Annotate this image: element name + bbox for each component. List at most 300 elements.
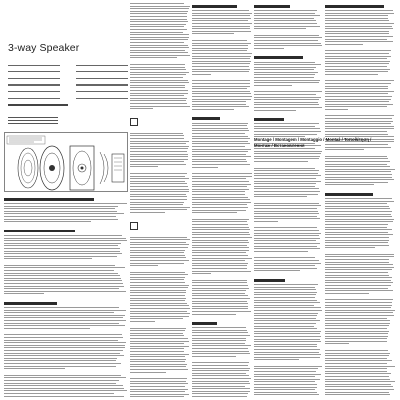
text-line (130, 305, 189, 306)
text-line (130, 209, 187, 210)
text-line (192, 212, 237, 213)
text-line (192, 224, 248, 225)
section-heading (254, 5, 290, 8)
text-line (325, 371, 387, 372)
text-line (4, 245, 118, 246)
text-line (254, 13, 315, 14)
section-heading (325, 193, 373, 196)
text-line (192, 258, 252, 259)
text-line (192, 345, 251, 346)
text-line (4, 350, 123, 351)
text-line (325, 269, 392, 270)
text-line (4, 342, 126, 343)
text-line (130, 21, 188, 22)
text-line (4, 363, 121, 364)
text-line (254, 246, 317, 247)
text-line (4, 323, 119, 324)
text-line (4, 258, 92, 259)
text-line (192, 45, 248, 46)
text-line (325, 394, 390, 395)
text-line (254, 289, 316, 290)
text-column-2 (130, 3, 190, 397)
text-line (192, 252, 246, 253)
text-line (130, 298, 186, 299)
text-line (130, 356, 185, 357)
text-line (254, 153, 321, 154)
text-line (4, 375, 121, 376)
text-line (254, 80, 320, 81)
text-line (325, 61, 390, 62)
text-line (325, 285, 391, 286)
text-line (254, 336, 321, 337)
text-line (130, 242, 186, 243)
text-line (4, 310, 126, 311)
text-line (325, 336, 388, 337)
text-line (192, 260, 245, 261)
section-heading (4, 302, 57, 305)
language-row (8, 75, 128, 82)
text-line (4, 243, 121, 244)
text-line (325, 307, 391, 308)
text-line (130, 8, 189, 9)
text-line (192, 173, 252, 174)
text-line (192, 43, 251, 44)
text-line (130, 57, 177, 58)
text-line (325, 277, 392, 278)
section-heading (192, 322, 217, 325)
text-line (325, 44, 363, 45)
text-line (4, 240, 127, 241)
text-line (192, 63, 250, 64)
text-line (4, 320, 126, 321)
text-line (192, 280, 247, 281)
text-line (130, 34, 189, 35)
text-line (130, 316, 189, 317)
text-line (325, 83, 391, 84)
text-line (130, 386, 185, 387)
text-line (325, 53, 389, 54)
text-line (4, 270, 114, 271)
text-line (254, 302, 320, 303)
text-line (4, 360, 116, 361)
text-line (130, 108, 153, 109)
text-line (4, 235, 122, 236)
text-line (130, 52, 188, 53)
language-row (8, 88, 128, 95)
text-line (192, 138, 250, 139)
text-line (130, 82, 189, 83)
language-list (8, 62, 128, 102)
text-line (254, 104, 319, 105)
text-line (325, 50, 391, 51)
text-line (192, 298, 250, 299)
text-line (4, 388, 124, 389)
warning-icon (130, 118, 138, 126)
text-line (130, 272, 185, 273)
text-line (325, 96, 392, 97)
text-line (254, 69, 314, 70)
text-line (254, 64, 321, 65)
text-line (254, 74, 315, 75)
text-line (254, 371, 316, 372)
text-line (325, 264, 393, 265)
text-line (192, 227, 249, 228)
text-line (325, 174, 392, 175)
text-line (325, 88, 388, 89)
text-line (192, 370, 249, 371)
text-line (192, 240, 248, 241)
text-line (254, 379, 320, 380)
text-line (4, 390, 127, 391)
text-line (192, 80, 250, 81)
cover-lower-text (4, 196, 128, 397)
installation-heading (254, 137, 394, 148)
text-line (130, 176, 185, 177)
text-line (192, 191, 245, 192)
text-line (254, 221, 278, 222)
installation-heading-line: Montage / Montagem / Montaggio / Montaż / Τοποθέτηση / (254, 137, 372, 142)
text-line (325, 177, 392, 178)
text-line (192, 353, 250, 354)
text-line (4, 216, 116, 217)
text-line (4, 358, 117, 359)
text-line (254, 173, 318, 174)
text-line (4, 278, 121, 279)
text-line (325, 198, 392, 199)
text-line (325, 13, 394, 14)
text-line (254, 374, 321, 375)
text-line (130, 161, 184, 162)
text-line (130, 333, 183, 334)
text-line (192, 96, 252, 97)
text-line (130, 55, 190, 56)
text-line (130, 151, 187, 152)
text-line (254, 349, 320, 350)
text-line (325, 203, 387, 204)
text-line (325, 118, 392, 119)
text-line (192, 301, 247, 302)
text-line (192, 146, 245, 147)
text-line (192, 74, 211, 75)
text-line (254, 331, 321, 332)
text-line (130, 90, 188, 91)
text-line (192, 383, 250, 384)
address-block (8, 117, 58, 125)
text-line (325, 58, 387, 59)
text-line (192, 219, 249, 220)
text-line (192, 232, 249, 233)
text-line (130, 244, 189, 245)
text-line (192, 268, 247, 269)
text-line (4, 286, 124, 287)
text-line (192, 362, 249, 363)
text-line (192, 311, 251, 312)
text-line (325, 169, 395, 170)
text-line (254, 354, 321, 355)
text-line (130, 50, 185, 51)
text-line (325, 282, 393, 283)
text-line (325, 358, 387, 359)
text-line (4, 312, 114, 313)
text-line (4, 291, 126, 292)
text-line (325, 312, 393, 313)
text-line (325, 106, 387, 107)
text-line (254, 352, 319, 353)
text-line (192, 91, 250, 92)
text-line (254, 85, 292, 86)
text-line (130, 346, 189, 347)
text-line (325, 149, 364, 150)
text-line (254, 270, 300, 271)
text-line (254, 357, 320, 358)
text-line (325, 320, 390, 321)
text-line (192, 48, 248, 49)
text-line (325, 310, 395, 311)
text-line (325, 224, 388, 225)
text-line (254, 216, 317, 217)
text-line (254, 381, 315, 382)
text-line (325, 158, 388, 159)
text-line (192, 237, 252, 238)
text-line (192, 306, 248, 307)
text-line (254, 134, 317, 135)
text-line (192, 285, 248, 286)
text-line (254, 292, 317, 293)
text-line (325, 123, 391, 124)
language-row (8, 82, 128, 89)
text-line (254, 333, 320, 334)
text-line (254, 20, 316, 21)
text-line (254, 387, 317, 388)
text-line (4, 219, 118, 220)
text-line (192, 10, 249, 11)
text-line (192, 167, 218, 168)
text-line (192, 130, 249, 131)
text-line (254, 233, 321, 234)
text-line (192, 15, 250, 16)
text-line (130, 146, 189, 147)
text-line (192, 40, 247, 41)
text-line (130, 391, 185, 392)
text-line (325, 109, 348, 110)
text-line (254, 40, 318, 41)
text-line (130, 87, 185, 88)
text-line (254, 297, 315, 298)
text-line (325, 184, 374, 185)
text-line (130, 212, 165, 213)
text-line (130, 381, 186, 382)
text-line (192, 265, 247, 266)
text-line (130, 338, 188, 339)
text-line (130, 255, 185, 256)
text-line (130, 173, 187, 174)
text-line (254, 344, 317, 345)
text-line (4, 265, 115, 266)
text-line (254, 205, 321, 206)
text-line (192, 31, 251, 32)
text-line (254, 384, 317, 385)
text-line (192, 314, 236, 315)
text-line (325, 343, 349, 344)
text-line (254, 91, 322, 92)
text-line (4, 256, 117, 257)
text-line (325, 219, 394, 220)
text-line (325, 373, 391, 374)
text-line (325, 31, 389, 32)
text-line (192, 156, 251, 157)
text-line (4, 393, 114, 394)
text-line (254, 346, 317, 347)
text-line (192, 242, 249, 243)
text-line (4, 337, 123, 338)
text-line (325, 93, 388, 94)
text-line (4, 380, 119, 381)
text-line (325, 267, 394, 268)
text-line (254, 37, 322, 38)
text-line (325, 101, 389, 102)
text-line (325, 166, 390, 167)
text-line (254, 151, 322, 152)
text-line (254, 196, 307, 197)
text-line (192, 199, 250, 200)
text-line (192, 69, 250, 70)
text-line (192, 368, 250, 369)
text-line (4, 317, 123, 318)
text-line (130, 181, 185, 182)
text-line (4, 275, 120, 276)
text-line (130, 378, 187, 379)
text-line (254, 265, 315, 266)
text-line (325, 99, 391, 100)
text-line (254, 260, 319, 261)
text-line (4, 251, 120, 252)
text-line (254, 82, 319, 83)
text-line (192, 271, 251, 272)
text-line (130, 67, 185, 68)
text-line (130, 330, 185, 331)
text-line (192, 293, 245, 294)
text-line (130, 29, 187, 30)
text-line (325, 293, 369, 294)
text-line (192, 308, 248, 309)
speaker-drawing (4, 132, 128, 192)
text-line (130, 282, 185, 283)
text-line (192, 189, 249, 190)
text-line (130, 252, 184, 253)
text-line (254, 99, 319, 100)
text-line (325, 91, 394, 92)
text-line (130, 95, 184, 96)
text-line (254, 168, 315, 169)
text-line (325, 299, 393, 300)
text-line (130, 143, 186, 144)
text-line (130, 19, 187, 20)
text-line (192, 53, 252, 54)
text-line (130, 207, 190, 208)
text-line (130, 186, 188, 187)
text-line (325, 229, 392, 230)
text-line (130, 341, 189, 342)
text-line (192, 348, 248, 349)
text-line (192, 61, 251, 62)
text-line (130, 74, 186, 75)
text-line (325, 26, 392, 27)
text-line (325, 247, 375, 248)
text-line (192, 26, 250, 27)
text-line (325, 15, 388, 16)
text-line (325, 245, 389, 246)
text-line (4, 273, 118, 274)
text-line (254, 156, 320, 157)
text-line (192, 204, 247, 205)
text-line (325, 63, 389, 64)
text-line (130, 328, 186, 329)
text-line (254, 194, 318, 195)
text-line (192, 194, 245, 195)
text-line (254, 339, 320, 340)
text-line (192, 330, 247, 331)
text-line (130, 279, 184, 280)
text-line (325, 86, 388, 87)
text-line (254, 263, 321, 264)
text-line (130, 45, 188, 46)
text-line (254, 208, 317, 209)
text-line (254, 186, 315, 187)
text-line (325, 171, 391, 172)
section-heading (325, 5, 384, 8)
text-line (192, 250, 249, 251)
text-line (192, 13, 252, 14)
text-line (130, 396, 184, 397)
text-line (254, 26, 320, 27)
cover-title: 3-way Speaker (8, 42, 80, 54)
text-line (130, 100, 186, 101)
text-line (130, 133, 183, 134)
text-line (325, 41, 393, 42)
text-line (254, 183, 316, 184)
text-line (192, 396, 247, 397)
text-line (130, 154, 188, 155)
text-line (130, 265, 158, 266)
text-line (192, 255, 248, 256)
text-line (192, 123, 248, 124)
text-line (130, 290, 186, 291)
text-line (4, 288, 119, 289)
text-line (192, 335, 250, 336)
text-line (192, 28, 250, 29)
text-line (4, 213, 124, 214)
text-line (254, 191, 320, 192)
text-line (4, 368, 65, 369)
text-line (325, 305, 392, 306)
text-line (192, 295, 248, 296)
text-line (192, 23, 252, 24)
text-line (4, 293, 44, 294)
text-line (130, 47, 189, 48)
text-line (325, 74, 378, 75)
text-line (325, 121, 393, 122)
text-line (192, 101, 246, 102)
text-line (130, 16, 187, 17)
text-line (130, 98, 187, 99)
text-line (254, 23, 317, 24)
text-line (325, 179, 394, 180)
text-line (325, 302, 392, 303)
text-line (130, 69, 186, 70)
text-line (254, 203, 319, 204)
text-line (254, 305, 314, 306)
speaker-illustration-icon (4, 132, 128, 192)
